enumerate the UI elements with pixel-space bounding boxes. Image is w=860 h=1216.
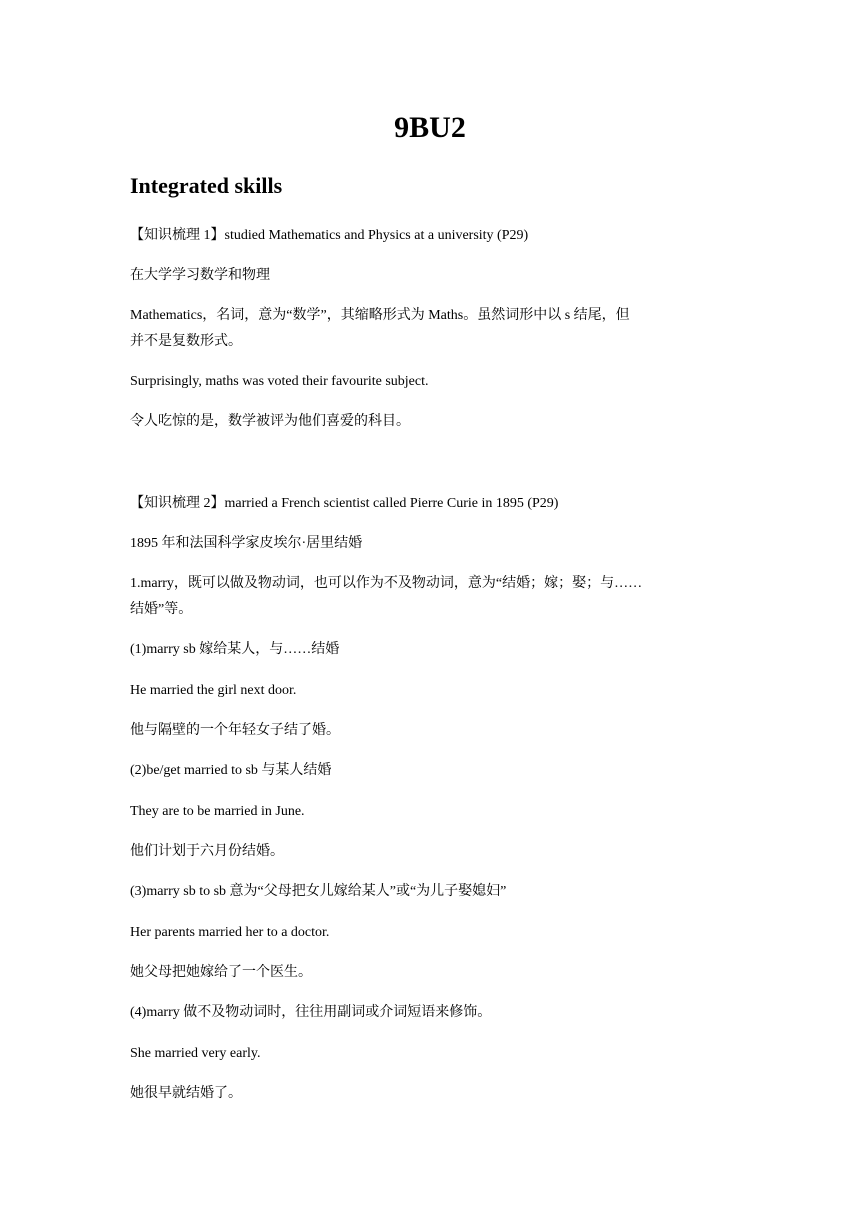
- point2-sub3-example-en: Her parents married her to a doctor.: [130, 925, 330, 940]
- point2-sub3-example-zh: 她父母把她嫁给了一个医生。: [130, 965, 312, 980]
- point2-sub1-rule: (1)marry sb 嫁给某人，与……结婚: [130, 642, 340, 657]
- point2-sub1-example-zh: 他与隔壁的一个年轻女子结了婚。: [130, 723, 340, 738]
- point2-header: 【知识梳理 2】married a French scientist called Pierre Curie in 1895 (P29): [130, 496, 559, 511]
- point2-sub4-example-zh: 她很早就结婚了。: [130, 1086, 242, 1101]
- point2-sub1-example-en: He married the girl next door.: [130, 683, 297, 698]
- document-title: 9BU2: [394, 111, 466, 144]
- section-heading: Integrated skills: [130, 173, 283, 198]
- point2-usage-line1: 1.marry，既可以做及物动词，也可以作为不及物动词，意为“结婚；嫁；娶；与……: [130, 576, 643, 591]
- point1-explanation-line2: 并不是复数形式。: [130, 334, 242, 349]
- point2-sub4-example-en: She married very early.: [130, 1046, 261, 1061]
- point2-sub4-rule: (4)marry 做不及物动词时，往往用副词或介词短语来修饰。: [130, 1005, 492, 1020]
- point1-example-en: Surprisingly, maths was voted their favourite subject.: [130, 374, 429, 389]
- point1-header: 【知识梳理 1】studied Mathematics and Physics at a university (P29): [130, 228, 529, 243]
- point2-usage-line2: 结婚”等。: [130, 602, 193, 617]
- point1-translation: 在大学学习数学和物理: [130, 268, 270, 283]
- point2-translation: 1895 年和法国科学家皮埃尔·居里结婚: [130, 536, 363, 551]
- point2-sub2-example-zh: 他们计划于六月份结婚。: [130, 844, 284, 859]
- point1-example-zh: 令人吃惊的是，数学被评为他们喜爱的科目。: [130, 414, 410, 429]
- point1-explanation-line1: Mathematics，名词，意为“数学”，其缩略形式为 Maths。虽然词形中以 s 结尾，但: [130, 308, 630, 323]
- point2-sub2-rule: (2)be/get married to sb 与某人结婚: [130, 763, 332, 778]
- point2-sub2-example-en: They are to be married in June.: [130, 804, 305, 819]
- point2-sub3-rule: (3)marry sb to sb 意为“父母把女儿嫁给某人”或“为儿子娶媳妇”: [130, 884, 507, 899]
